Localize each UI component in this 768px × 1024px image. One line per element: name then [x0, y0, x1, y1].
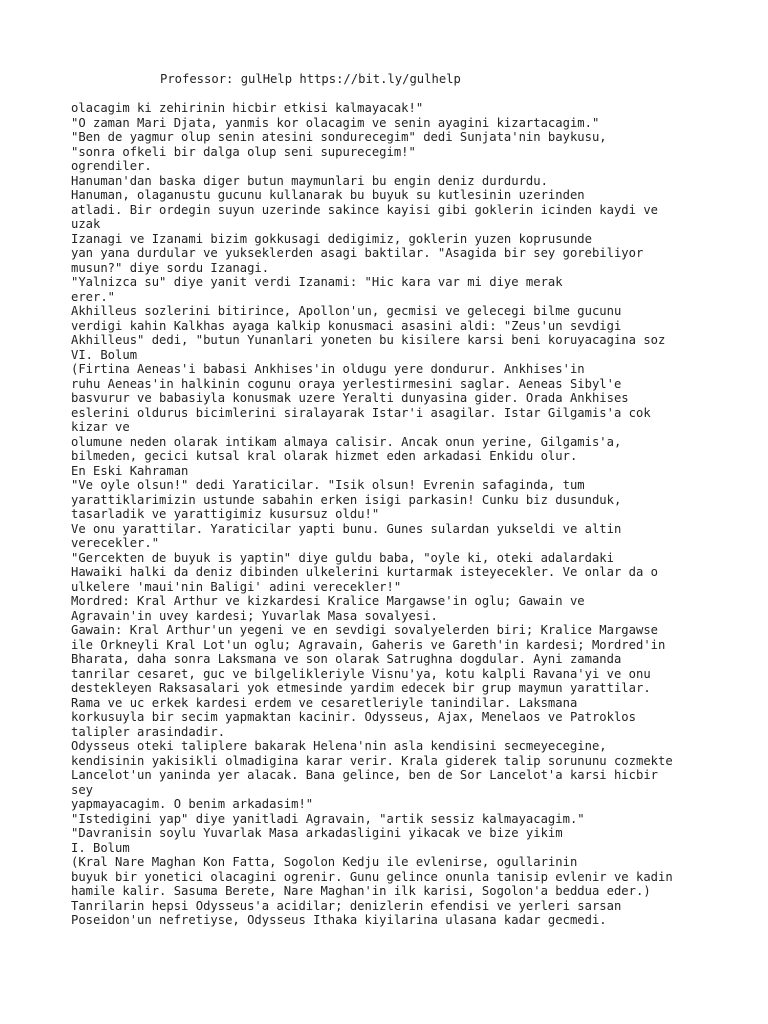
- text-line: tasarladik ve yarattigimiz kusursuz oldu!": [71, 507, 380, 521]
- text-line: hamile kalir. Sasuma Berete, Nare Maghan'in ilk karisi, Sogolon'a beddua eder.): [71, 884, 651, 898]
- text-line: "Istedigini yap" diye yanitladi Agravain, "artik sessiz kalmayacagim.": [71, 811, 585, 826]
- text-line: eslerini oldurus bicimlerini siralayarak Istar'i asagilar. Istar Gilgamis'a cok: [71, 405, 651, 420]
- text-line: ulkelere 'maui'nin Baligi' adini verecekler!": [71, 579, 402, 594]
- text-line: tanrilar cesaret, guc ve bilgelikleriyle Visnu'ya, kotu kalpli Ravana'yi ve onu: [71, 666, 651, 681]
- text-line: yarattiklarimizin ustunde sabahin erken isigi parkasin! Cunku biz dusunduk,: [71, 492, 622, 507]
- text-line: Tanrilarin hepsi Odysseus'a acidilar; denizlerin efendisi ve yerleri sarsan: [71, 898, 622, 913]
- text-line: I. Bolum: [71, 840, 130, 855]
- text-line: bilmeden, gecici kutsal kral olarak hizmet eden arkadasi Enkidu olur.: [71, 449, 578, 463]
- text-line: uzak: [71, 217, 101, 231]
- text-line: kizar ve: [71, 420, 130, 434]
- text-line: Mordred: Kral Arthur ve kizkardesi Kralice Margawse'in oglu; Gawain ve: [71, 594, 585, 608]
- text-line: atladi. Bir ordegin suyun uzerinde sakince kayisi gibi goklerin icinden kaydi ve: [71, 202, 658, 217]
- text-line: "O zaman Mari Djata, yanmis kor olacagim ve senin ayagini kizartacagim.": [71, 115, 600, 130]
- text-line: korkusuyla bir secim yapmaktan kacinir. Odysseus, Ajax, Menelaos ve Patroklos: [71, 710, 636, 724]
- text-line: ruhu Aeneas'in halkinin cogunu oraya yerlestirmesini saglar. Aeneas Sibyl'e: [71, 376, 622, 391]
- text-line: erer.": [71, 289, 116, 304]
- text-line: "Ve oyle olsun!" dedi Yaraticilar. "Isik olsun! Evrenin safaginda, tum: [71, 478, 585, 492]
- text-line: buyuk bir yonetici olacagini ogrenir. Gunu gelince onunla tanisip evlenir ve kadin: [71, 869, 673, 884]
- text-line: talipler arasindadir.: [71, 724, 226, 739]
- text-line: Rama ve uc erkek kardesi erdem ve cesaretleriyle tanindilar. Laksmana: [71, 695, 578, 710]
- text-line: VI. Bolum: [71, 347, 138, 362]
- text-line: kendisinin yakisikli olmadigina karar verir. Krala giderek talip sorununu cozmekte: [71, 753, 673, 768]
- text-line: Akhilleus sozlerini bitirince, Apollon'un, gecmisi ve gelecegi bilme gucunu: [71, 304, 622, 318]
- text-line: Ve onu yarattilar. Yaraticilar yapti bunu. Gunes sulardan yukseldi ve altin: [71, 521, 622, 536]
- text-line: "Yalnizca su" diye yanit verdi Izanami: "Hic kara var mi diye merak: [71, 275, 563, 289]
- text-line: (Firtina Aeneas'i babasi Ankhises'in oldugu yere dondurur. Ankhises'in: [71, 362, 585, 376]
- text-line: Akhilleus" dedi, "butun Yunanlari yoneten bu kisilere karsi beni koruyacagina soz: [71, 333, 666, 347]
- text-line: ile Orkneyli Kral Lot'un oglu; Agravain, Gaheris ve Gareth'in kardesi; Mordred'in: [71, 637, 666, 652]
- text-line: "Davranisin soylu Yuvarlak Masa arkadasligini yikacak ve bize yikim: [71, 826, 563, 840]
- text-line: (Kral Nare Maghan Kon Fatta, Sogolon Kedju ile evlenirse, ogullarinin: [71, 855, 578, 869]
- text-line: Izanagi ve Izanami bizim gokkusagi dedigimiz, goklerin yuzen koprusunde: [71, 231, 592, 246]
- text-line: En Eski Kahraman: [71, 463, 189, 478]
- text-line: Bharata, daha sonra Laksmana ve son olarak Satrughna dogdular. Ayni zamanda: [71, 652, 622, 666]
- text-line: yapmayacagim. O benim arkadasim!": [71, 797, 314, 811]
- text-line: yan yana durdular ve yukseklerden asagi baktilar. "Asagida bir sey gorebiliyor: [71, 246, 644, 260]
- text-line: musun?" diye sordu Izanagi.: [71, 260, 270, 275]
- text-line: ogrendiler.: [71, 159, 152, 173]
- text-line: Odysseus oteki taliplere bakarak Helena'nin asla kendisini secmeyecegine,: [71, 739, 607, 753]
- text-line: Hanuman'dan baska diger butun maymunlari bu engin deniz durdurdu.: [71, 173, 548, 188]
- text-line: olacagim ki zehirinin hicbir etkisi kalmayacak!": [71, 101, 424, 115]
- text-line: olumune neden olarak intikam almaya calisir. Ancak onun yerine, Gilgamis'a,: [71, 434, 622, 449]
- document-body: [71, 101, 696, 928]
- text-line: Hawaiki halki da deniz dibinden ulkelerini kurtarmak isteyecekler. Ve onlar da o: [71, 565, 658, 579]
- text-line: sey: [71, 782, 94, 797]
- text-line: Lancelot'un yaninda yer alacak. Bana gelince, ben de Sor Lancelot'a karsi hicbir: [71, 768, 658, 782]
- text-line: basvurur ve babasiyla konusmak uzere Yeralti dunyasina gider. Orada Ankhises: [71, 391, 629, 405]
- text-line: destekleyen Raksasalari yok etmesinde yardim edecek bir grup maymun yarattilar.: [71, 681, 651, 695]
- text-line: "Ben de yagmur olup senin atesini sondurecegim" dedi Sunjata'nin baykusu,: [71, 130, 607, 144]
- text-line: "sonra ofkeli bir dalga olup seni supurecegim!": [71, 144, 416, 159]
- text-line: "Gercekten de buyuk is yaptin" diye guldu baba, "oyle ki, oteki adalardaki: [71, 550, 614, 565]
- text-line: Poseidon'un nefretiyse, Odysseus Ithaka kiyilarina ulasana kadar gecmedi.: [71, 913, 607, 927]
- text-line: verecekler.": [71, 536, 160, 550]
- text-line: verdigi kahin Kalkhas ayaga kalkip konusmaci asasini aldi: "Zeus'un sevdigi: [71, 318, 622, 333]
- text-line: Agravain'in uvey kardesi; Yuvarlak Masa sovalyesi.: [71, 608, 438, 623]
- page-header: Professor: gulHelp https://bit.ly/gulhelp: [160, 72, 461, 86]
- text-line: Gawain: Kral Arthur'un yegeni ve en sevdigi sovalyelerden biri; Kralice Margawse: [71, 623, 658, 637]
- text-line: Hanuman, olaganustu gucunu kullanarak bu buyuk su kutlesinin uzerinden: [71, 188, 585, 202]
